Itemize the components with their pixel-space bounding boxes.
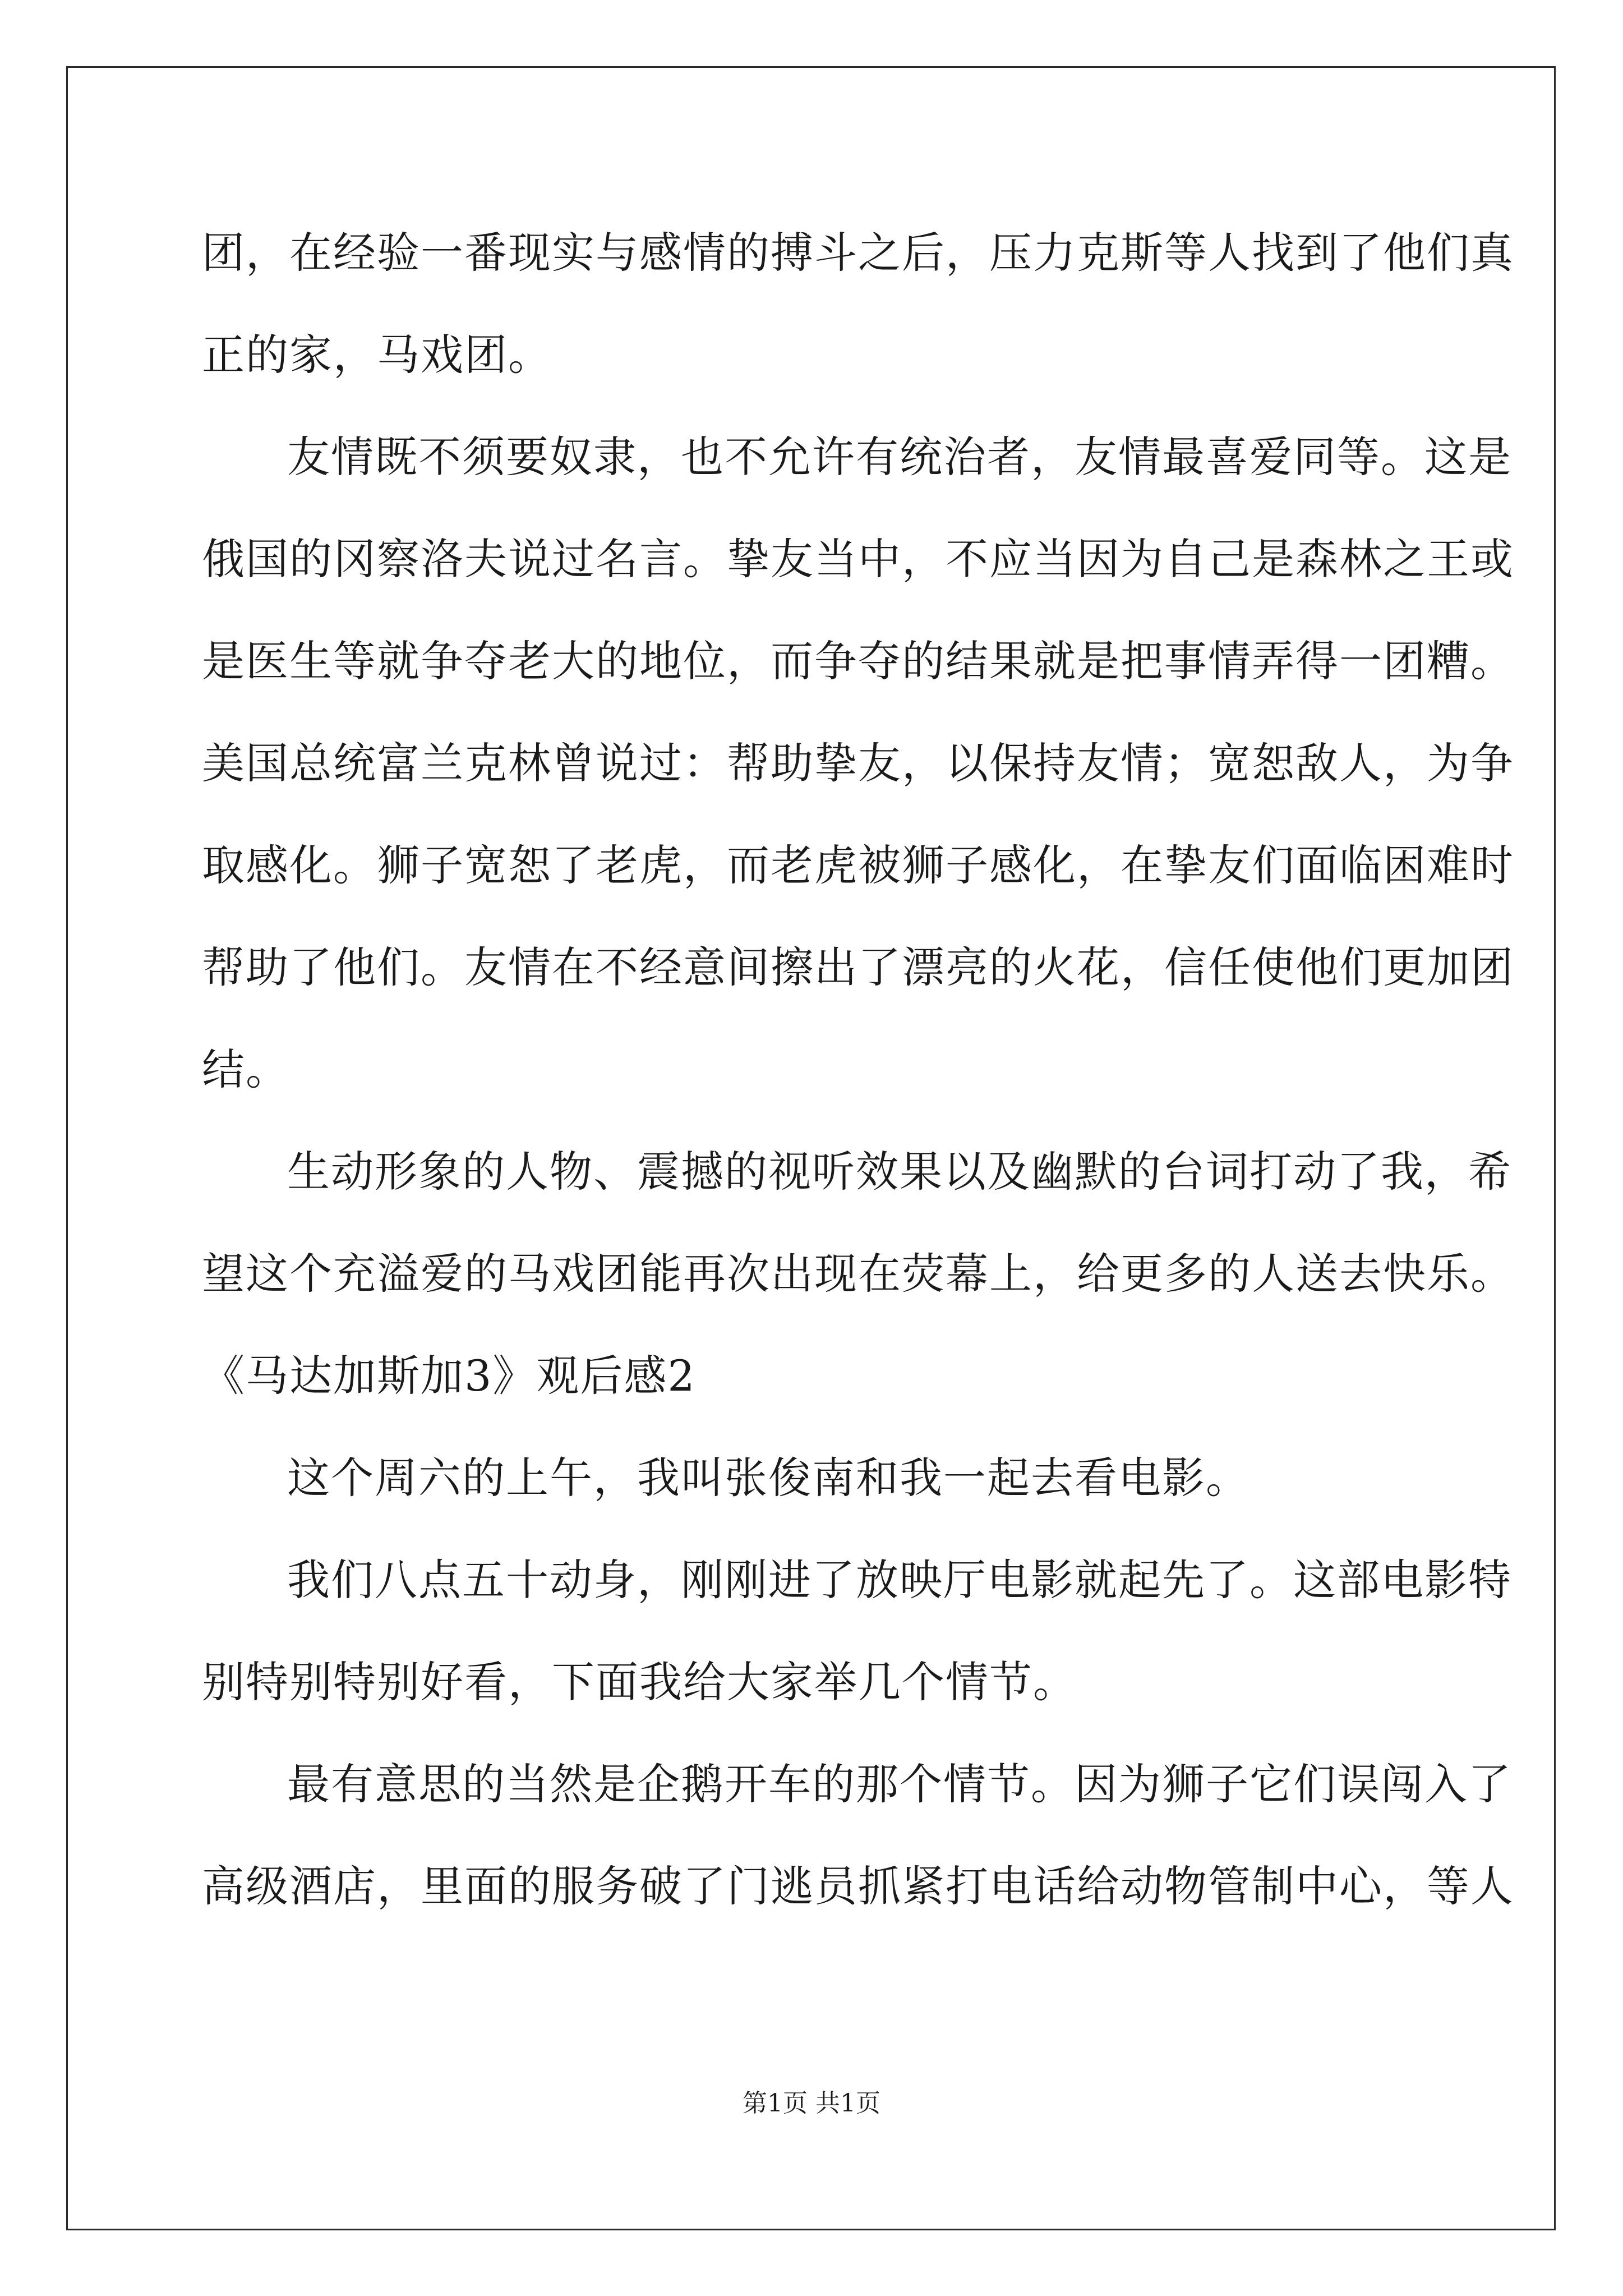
paragraph-start-line: 这个周六的上午，我叫张俊南和我一起去看电影。 bbox=[287, 1453, 1249, 1503]
text-line: 望这个充溢爱的马戏团能再次出现在荧幕上，给更多的人送去快乐。 bbox=[202, 1249, 1514, 1299]
section-title: 《马达加斯加3》观后感2 bbox=[202, 1351, 696, 1401]
document-body bbox=[202, 202, 1514, 1938]
text-line: 俄国的冈察洛夫说过名言。挚友当中，不应当因为自己是森林之王或 bbox=[202, 534, 1514, 584]
paragraph-start-line: 生动形象的人物、震撼的视听效果以及幽默的台词打动了我，希 bbox=[287, 1147, 1512, 1197]
text-line: 团，在经验一番现实与感情的搏斗之后，压力克斯等人找到了他们真 bbox=[202, 228, 1514, 278]
paragraph-start-line: 最有意思的当然是企鹅开车的那个情节。因为狮子它们误闯入了 bbox=[287, 1759, 1512, 1809]
text-line: 取感化。狮子宽恕了老虎，而老虎被狮子感化，在挚友们面临困难时 bbox=[202, 840, 1514, 890]
page-footer: 第1页 共1页 bbox=[743, 2089, 880, 2118]
text-line: 是医生等就争夺老大的地位，而争夺的结果就是把事情弄得一团糟。 bbox=[202, 636, 1514, 686]
paragraph-start-line: 友情既不须要奴隶，也不允许有统治者，友情最喜爱同等。这是 bbox=[287, 432, 1512, 482]
text-line: 结。 bbox=[202, 1045, 289, 1094]
paragraph-start-line: 我们八点五十动身，刚刚进了放映厅电影就起先了。这部电影特 bbox=[287, 1555, 1512, 1605]
text-line: 美国总统富兰克林曾说过：帮助挚友，以保持友情；宽恕敌人，为争 bbox=[202, 738, 1514, 788]
text-line: 别特别特别好看，下面我给大家举几个情节。 bbox=[202, 1657, 1077, 1707]
text-line: 高级酒店，里面的服务破了门逃员抓紧打电话给动物管制中心，等人 bbox=[202, 1861, 1514, 1911]
text-line: 帮助了他们。友情在不经意间擦出了漂亮的火花，信任使他们更加团 bbox=[202, 942, 1514, 992]
text-line: 正的家，马戏团。 bbox=[202, 330, 552, 380]
